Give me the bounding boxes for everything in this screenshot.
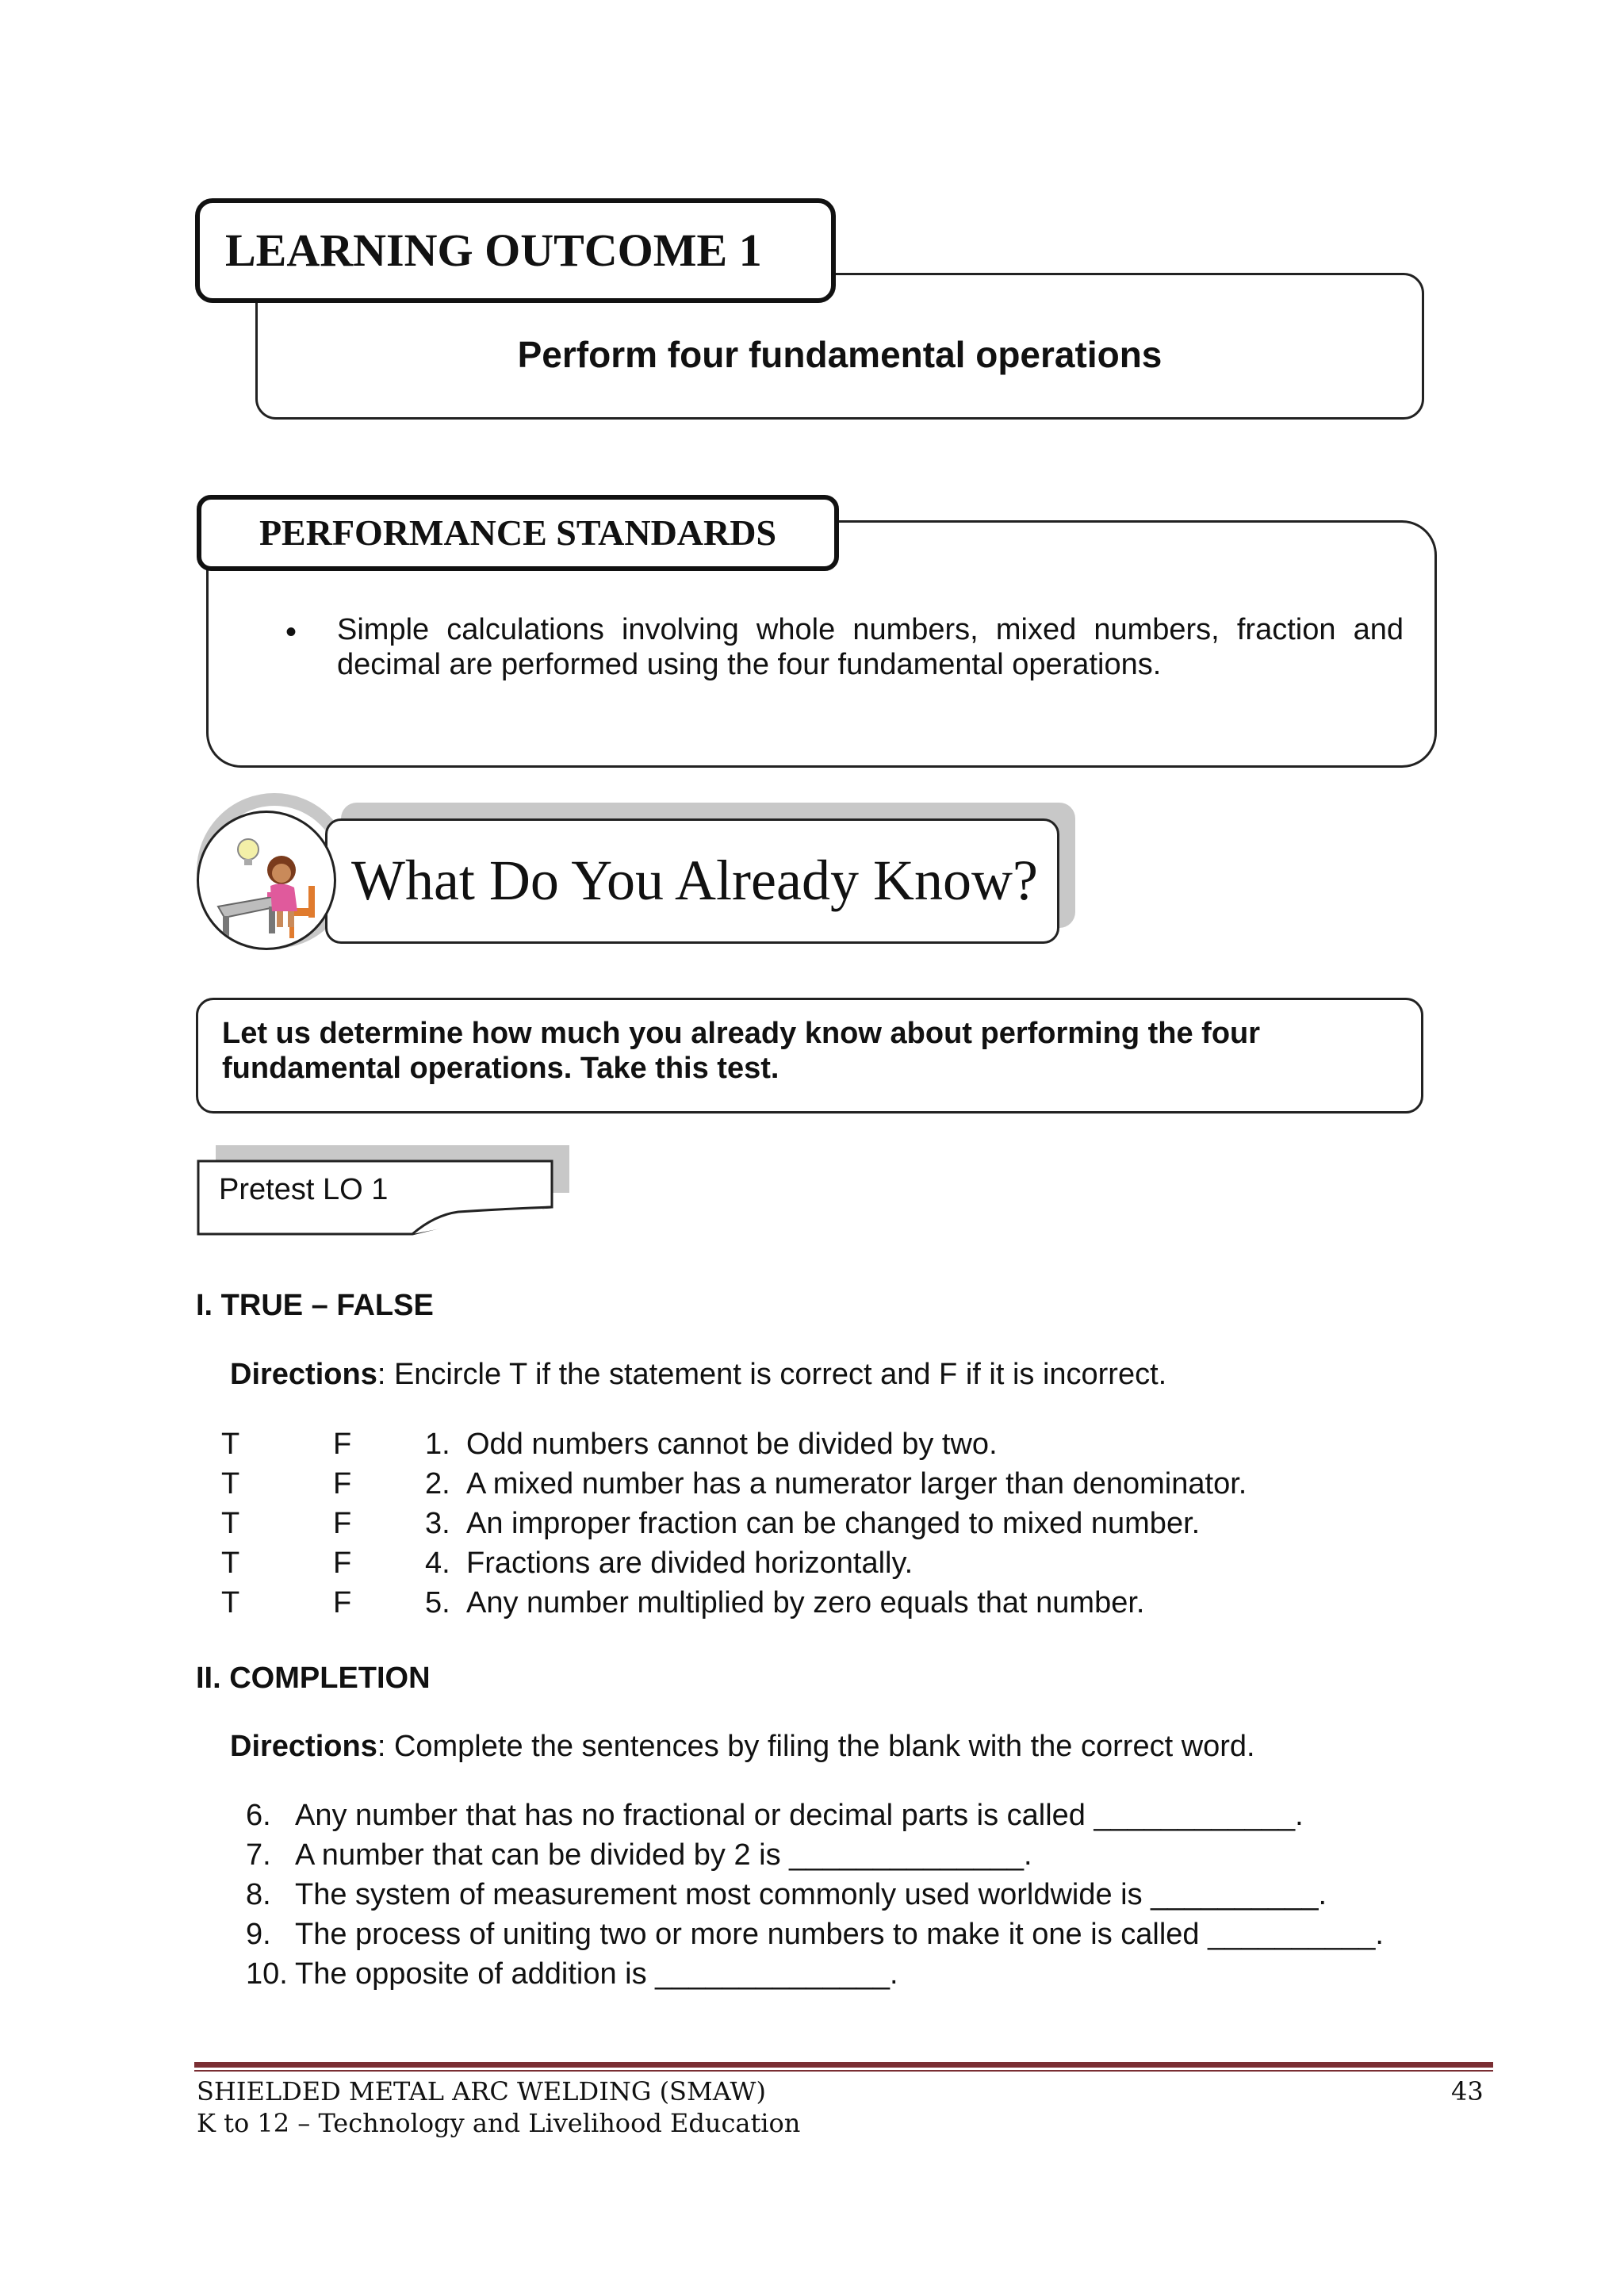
false-option[interactable]: F xyxy=(333,1547,352,1580)
item-number: 5. xyxy=(425,1586,450,1619)
directions-text: : Complete the sentences by filing the blank with the correct word. xyxy=(377,1730,1255,1763)
pretest-label: Pretest LO 1 xyxy=(219,1173,389,1206)
item-text: A number that can be divided by 2 is ______________. xyxy=(295,1838,1032,1872)
directions-text: : Encircle T if the statement is correct and F if it is incorrect. xyxy=(377,1358,1167,1391)
directions-label: Directions xyxy=(230,1358,377,1391)
learning-outcome-title: LEARNING OUTCOME 1 xyxy=(195,198,836,303)
list-item xyxy=(0,1507,1624,1547)
intro-line-2: fundamental operations. Take this test. xyxy=(222,1052,779,1085)
list-item xyxy=(0,1799,1624,1838)
section-completion-directions xyxy=(230,1730,1255,1764)
item-number: 9. xyxy=(246,1918,271,1951)
list-item xyxy=(0,1586,1624,1626)
item-text: Any number multiplied by zero equals that number. xyxy=(466,1586,1145,1619)
true-option[interactable]: T xyxy=(221,1467,240,1501)
item-text: Any number that has no fractional or decimal parts is called ____________. xyxy=(295,1799,1304,1832)
list-item xyxy=(0,1957,1624,1997)
item-text: The system of measurement most commonly used worldwide is __________. xyxy=(295,1878,1327,1911)
item-number: 8. xyxy=(246,1878,271,1911)
intro-box xyxy=(196,998,1423,1114)
list-item xyxy=(0,1428,1624,1467)
item-text: An improper fraction can be changed to mixed number. xyxy=(466,1507,1201,1540)
list-item xyxy=(0,1838,1624,1878)
bullet-icon: • xyxy=(285,615,297,650)
item-number: 4. xyxy=(425,1547,450,1580)
item-number: 7. xyxy=(246,1838,271,1872)
intro-line-1: Let us determine how much you already know about performing the four xyxy=(222,1017,1261,1050)
section-true-false-directions xyxy=(230,1358,1166,1392)
list-item xyxy=(0,1467,1624,1507)
item-number: 1. xyxy=(425,1428,450,1461)
list-item xyxy=(0,1918,1624,1957)
footer-course-title: SHIELDED METAL ARC WELDING (SMAW) xyxy=(197,2076,766,2106)
student-at-desk-icon xyxy=(197,811,336,950)
item-text: A mixed number has a numerator larger than denominator. xyxy=(466,1467,1247,1501)
footer-rule xyxy=(194,2062,1493,2068)
item-number: 10. xyxy=(246,1957,288,1991)
list-item xyxy=(0,1547,1624,1586)
false-option[interactable]: F xyxy=(333,1428,352,1461)
footer-rule-thin xyxy=(194,2070,1493,2072)
true-option[interactable]: T xyxy=(221,1428,240,1461)
section-completion-heading: II. COMPLETION xyxy=(196,1662,431,1695)
item-text: The opposite of addition is ______________. xyxy=(295,1957,898,1991)
true-option[interactable]: T xyxy=(221,1507,240,1540)
item-number: 2. xyxy=(425,1467,450,1501)
list-item xyxy=(0,1878,1624,1918)
footer-program: K to 12 – Technology and Livelihood Education xyxy=(197,2108,801,2138)
true-option[interactable]: T xyxy=(221,1547,240,1580)
learning-outcome-subtitle: Perform four fundamental operations xyxy=(517,334,1162,375)
item-number: 6. xyxy=(246,1799,271,1832)
performance-standards-title: PERFORMANCE STANDARDS xyxy=(197,495,839,571)
true-option[interactable]: T xyxy=(221,1586,240,1619)
item-text: Fractions are divided horizontally. xyxy=(466,1547,914,1580)
section-true-false-heading: I. TRUE – FALSE xyxy=(196,1289,434,1322)
performance-standard-item: Simple calculations involving whole numbers, mixed numbers, fraction and decimal are performed using the four fundamental operations. xyxy=(337,613,1404,681)
false-option[interactable]: F xyxy=(333,1467,352,1501)
what-do-you-know-title: What Do You Already Know? xyxy=(325,818,1059,944)
item-number: 3. xyxy=(425,1507,450,1540)
item-text: Odd numbers cannot be divided by two. xyxy=(466,1428,998,1461)
directions-label: Directions xyxy=(230,1730,377,1763)
page-number: 43 xyxy=(1451,2076,1484,2106)
false-option[interactable]: F xyxy=(333,1507,352,1540)
false-option[interactable]: F xyxy=(333,1586,352,1619)
item-text: The process of uniting two or more numbers to make it one is called __________. xyxy=(295,1918,1384,1951)
